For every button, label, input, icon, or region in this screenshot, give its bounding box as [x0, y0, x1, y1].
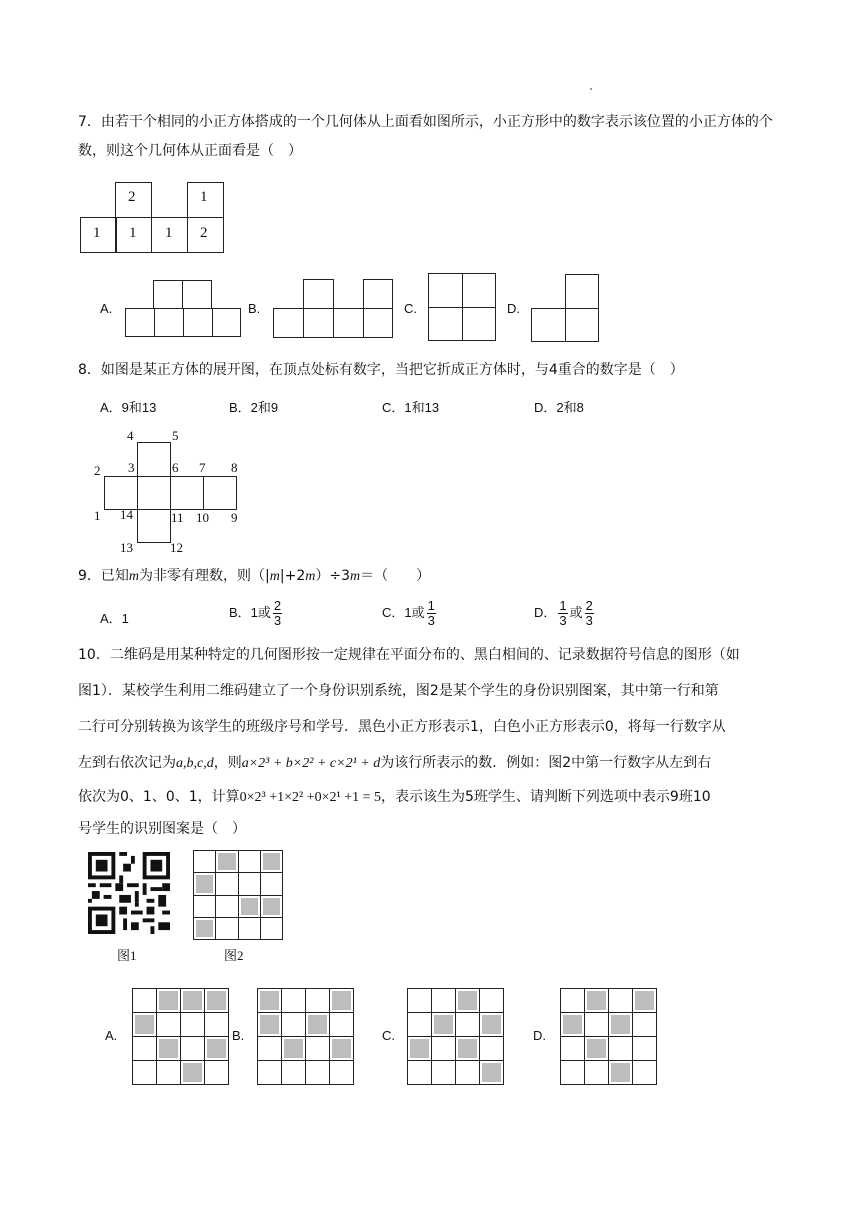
white-square [204, 1060, 229, 1085]
white-square [281, 1012, 306, 1037]
gray-square [204, 1036, 229, 1061]
gray-square [257, 1012, 282, 1037]
page-mark [590, 88, 592, 90]
q7-option-a-label[interactable]: A. [100, 301, 113, 316]
white-square [305, 1036, 330, 1061]
white-square [156, 1012, 181, 1037]
gray-square [193, 872, 216, 895]
net-label: 12 [170, 540, 183, 555]
gray-square [257, 988, 282, 1013]
white-square [407, 1012, 432, 1037]
q10-option-a-label[interactable]: A. [105, 1028, 118, 1043]
gray-square [156, 988, 181, 1013]
q7-top-view-figure [80, 182, 224, 254]
white-square [215, 917, 238, 940]
white-square [329, 1012, 354, 1037]
q10-line-1: 10．二维码是用某种特定的几何图形按一定规律在平面分布的、黑白相间的、记录数据符号信息的图形（如 [78, 647, 740, 663]
gray-square [156, 1036, 181, 1061]
q8-option-d[interactable]: D．2和8 [534, 400, 584, 415]
q9-option-c[interactable]: C．1或 $\frac{1}{3}$ [382, 598, 435, 628]
white-square [204, 1012, 229, 1037]
white-square [238, 850, 261, 873]
white-square [431, 1060, 456, 1085]
gray-square [281, 1036, 306, 1061]
net-label: 6 [172, 460, 179, 475]
white-square [132, 1036, 157, 1061]
gray-square [215, 850, 238, 873]
white-square [257, 1060, 282, 1085]
white-square [431, 988, 456, 1013]
white-square [238, 872, 261, 895]
gray-square [584, 988, 609, 1013]
q8-cube-net-figure [90, 428, 250, 558]
white-square [305, 1060, 330, 1085]
white-square [260, 917, 283, 940]
white-square [407, 1060, 432, 1085]
white-square [215, 895, 238, 918]
white-square [238, 917, 261, 940]
q7-bottom-num: 2 [200, 225, 208, 241]
gray-square [608, 1012, 633, 1037]
q7-option-d-figure[interactable] [531, 274, 599, 342]
white-square [560, 1036, 585, 1061]
q7-bottom-num: 1 [165, 225, 173, 241]
white-square [584, 1060, 609, 1085]
gray-square [305, 1012, 330, 1037]
white-square [560, 1060, 585, 1085]
q9-option-d[interactable]: D． $\frac{1}{3}$ 或 $\frac{2}{3}$ [534, 598, 593, 628]
net-label: 10 [196, 510, 209, 525]
fig2-grid [193, 850, 282, 939]
q7-top-num: 1 [200, 189, 208, 205]
q7-option-d-label[interactable]: D. [507, 301, 520, 316]
q10-line-2: 图1）．某校学生利用二维码建立了一个身份识别系统，图2是某个学生的身份识别图案，其中第一行和第 [78, 683, 719, 699]
gray-square [407, 1036, 432, 1061]
gray-square [180, 1060, 205, 1085]
white-square [455, 1060, 480, 1085]
q10-line-4: 左到右依次记为a,b,c,d，则a×2³ + b×2² + c×2¹ + d为该行所表示的数．例如：图2中第一行数字从左到右 [78, 755, 712, 771]
q9-option-a[interactable]: A．1 [100, 611, 129, 626]
white-square [305, 988, 330, 1013]
white-square [281, 988, 306, 1013]
q8-option-b[interactable]: B．2和9 [229, 400, 279, 415]
net-label: 4 [127, 428, 134, 443]
white-square [608, 988, 633, 1013]
net-label: 7 [199, 460, 206, 475]
q7-option-c-label[interactable]: C. [404, 301, 417, 316]
q10-line-6: 号学生的识别图案是（ ） [78, 821, 246, 837]
fig1-label: 图1 [117, 948, 137, 963]
q7-bottom-num: 1 [93, 225, 101, 241]
gray-square [584, 1036, 609, 1061]
white-square [632, 1012, 657, 1037]
white-square [632, 1036, 657, 1061]
gray-square [180, 988, 205, 1013]
q7-option-b-figure[interactable] [273, 279, 393, 338]
gray-square [260, 895, 283, 918]
white-square [479, 1036, 504, 1061]
q10-option-d-label[interactable]: D. [533, 1028, 546, 1043]
white-square [584, 1012, 609, 1037]
net-label: 3 [128, 460, 135, 475]
net-label: 2 [94, 463, 101, 478]
q8-text: 8．如图是某正方体的展开图，在顶点处标有数字，当把它折成正方体时，与4重合的数字是（ ） [78, 362, 684, 378]
white-square [560, 988, 585, 1013]
q10-option-c-label[interactable]: C. [382, 1028, 395, 1043]
gray-square [455, 1036, 480, 1061]
white-square [257, 1036, 282, 1061]
q10-option-b-label[interactable]: B. [232, 1028, 245, 1043]
q10-line-3: 二行可分别转换为该学生的班级序号和学号．黑色小正方形表示1，白色小正方形表示0，将每一行数字从 [78, 719, 726, 735]
white-square [329, 1060, 354, 1085]
qr-code-icon [88, 852, 170, 934]
white-square [156, 1060, 181, 1085]
q7-bottom-num: 1 [129, 225, 137, 241]
white-square [479, 988, 504, 1013]
q9-text: 9．已知m为非零有理数，则（|m|+2m）÷3m＝（ ） [78, 568, 431, 584]
q10-option-d-grid[interactable] [560, 988, 656, 1084]
gray-square [193, 917, 216, 940]
white-square [260, 872, 283, 895]
gray-square [204, 988, 229, 1013]
q8-option-a[interactable]: A．9和13 [100, 400, 157, 415]
net-label: 5 [172, 428, 179, 443]
q10-option-b-grid[interactable] [257, 988, 353, 1084]
gray-square [431, 1012, 456, 1037]
white-square [632, 1060, 657, 1085]
q7-option-a-figure[interactable] [125, 280, 241, 337]
white-square [608, 1036, 633, 1061]
gray-square [560, 1012, 585, 1037]
gray-square [329, 1036, 354, 1061]
gray-square [260, 850, 283, 873]
net-label: 8 [231, 460, 238, 475]
q8-option-c[interactable]: C．1和13 [382, 400, 440, 415]
gray-square [632, 988, 657, 1013]
gray-square [238, 895, 261, 918]
white-square [180, 1036, 205, 1061]
qr-code-figure [88, 852, 170, 934]
white-square [132, 1060, 157, 1085]
net-label: 1 [94, 508, 101, 523]
white-square [215, 872, 238, 895]
white-square [193, 895, 216, 918]
white-square [193, 850, 216, 873]
net-label: 13 [120, 540, 133, 555]
white-square [455, 1012, 480, 1037]
fig2-label: 图2 [224, 948, 244, 963]
gray-square [608, 1060, 633, 1085]
white-square [281, 1060, 306, 1085]
gray-square [455, 988, 480, 1013]
q7-top-num: 2 [128, 189, 136, 205]
gray-square [479, 1012, 504, 1037]
net-label: 11 [171, 510, 184, 525]
white-square [431, 1036, 456, 1061]
q7-text: 7．由若干个相同的小正方体搭成的一个几何体从上面看如图所示，小正方形中的数字表示该位置的小正方体的个数，则这个几何体从正面看是（ ） [78, 114, 773, 159]
q10-line-5: 依次为0、1、0、1，计算0×2³ +1×2² +0×2¹ +1 = 5，表示该生为5班学生、请判断下列选项中表示9班10 [78, 789, 711, 805]
q10-option-a-grid[interactable] [132, 988, 228, 1084]
white-square [180, 1012, 205, 1037]
q10-option-c-grid[interactable] [407, 988, 503, 1084]
white-square [407, 988, 432, 1013]
q7-option-b-label[interactable]: B. [248, 301, 261, 316]
gray-square [479, 1060, 504, 1085]
net-label: 9 [231, 510, 238, 525]
gray-square [132, 1012, 157, 1037]
gray-square [329, 988, 354, 1013]
net-label: 14 [120, 507, 133, 522]
white-square [132, 988, 157, 1013]
q7-option-c-figure[interactable] [428, 273, 496, 341]
q9-option-b[interactable]: B．1或 $\frac{2}{3}$ [229, 598, 282, 628]
